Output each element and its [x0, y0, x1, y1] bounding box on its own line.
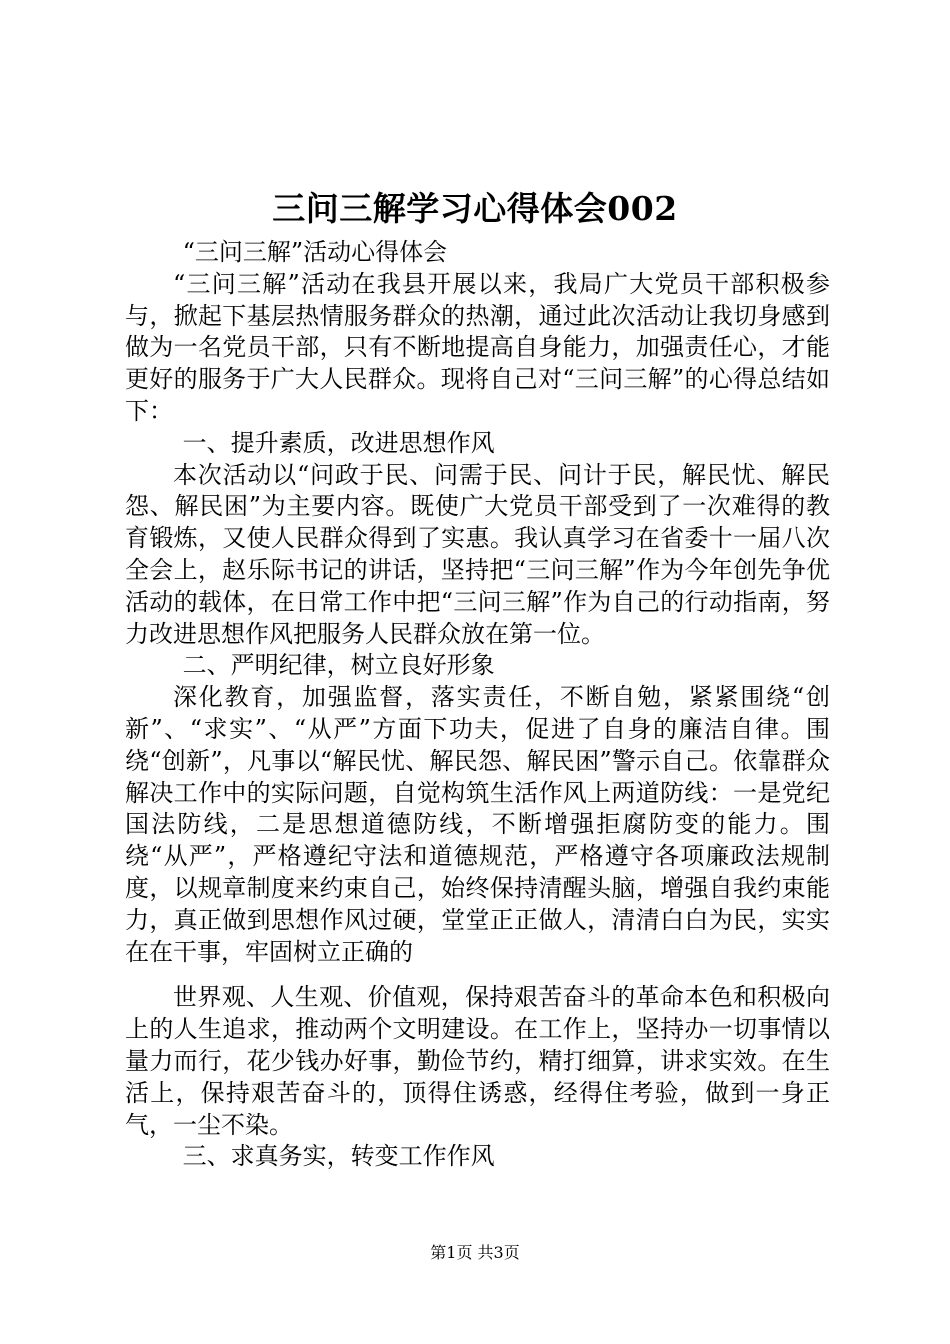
- paragraph-section-2b: 世界观、人生观、价值观，保持艰苦奋斗的革命本色和积极向上的人生追求，推动两个文明建设。在工作上，坚持办一切事情以量力而行，花少钱办好事，勤俭节约，精打细算，讲求实效。在生活上，保持艰苦奋斗的，顶得住诱惑，经得住考验，做到一身正气，一尘不染。: [125, 983, 830, 1139]
- paragraph-intro: “三问三解”活动在我县开展以来，我局广大党员干部积极参与，掀起下基层热情服务群众的热潮，通过此次活动让我切身感到做为一名党员干部，只有不断地提高自身能力，加强责任心，才能更好的服务于广大人民群众。现将自己对“三问三解”的心得总结如下：: [125, 269, 830, 425]
- page-footer: 第1页 共3页: [430, 1243, 520, 1262]
- section-heading-1: 一、提升素质，改进思想作风: [182, 428, 495, 457]
- paragraph-gap: [125, 968, 830, 982]
- paragraph-section-1: 本次活动以“问政于民、问需于民、问计于民，解民忧、解民怨、解民困”为主要内容。既使广大党员干部受到了一次难得的教育锻炼，又使人民群众得到了实惠。我认真学习在省委十一届八次全会上，赵乐际书记的讲话，坚持把“三问三解”作为今年创先争优活动的载体，在日常工作中把“三问三解”作为自己的行动指南，努力改进思想作风把服务人民群众放在第一位。: [125, 460, 830, 648]
- section-heading-3: 三、求真务实，转变工作作风: [182, 1142, 495, 1171]
- paragraph-section-2a: 深化教育，加强监督，落实责任，不断自勉，紧紧围绕“创新”、“求实”、“从严”方面下功夫，促进了自身的廉洁自律。围绕“创新”，凡事以“解民忧、解民怨、解民困”警示自己。依靠群众解决工作中的实际问题，自觉构筑生活作风上两道防线：一是党纪国法防线，二是思想道德防线，不断增强拒腐防变的能力。围绕“从严”，严格遵纪守法和道德规范，严格遵守各项廉政法规制度，以规章制度来约束自己，始终保持清醒头脑，增强自我约束能力，真正做到思想作风过硬，堂堂正正做人，清清白白为民，实实在在干事，牢固树立正确的: [125, 683, 830, 966]
- document-title: 三问三解学习心得体会002: [272, 189, 678, 228]
- document-subtitle: “三问三解”活动心得体会: [182, 238, 448, 266]
- section-heading-2: 二、严明纪律，树立良好形象: [182, 651, 495, 680]
- document-body: [125, 237, 830, 1173]
